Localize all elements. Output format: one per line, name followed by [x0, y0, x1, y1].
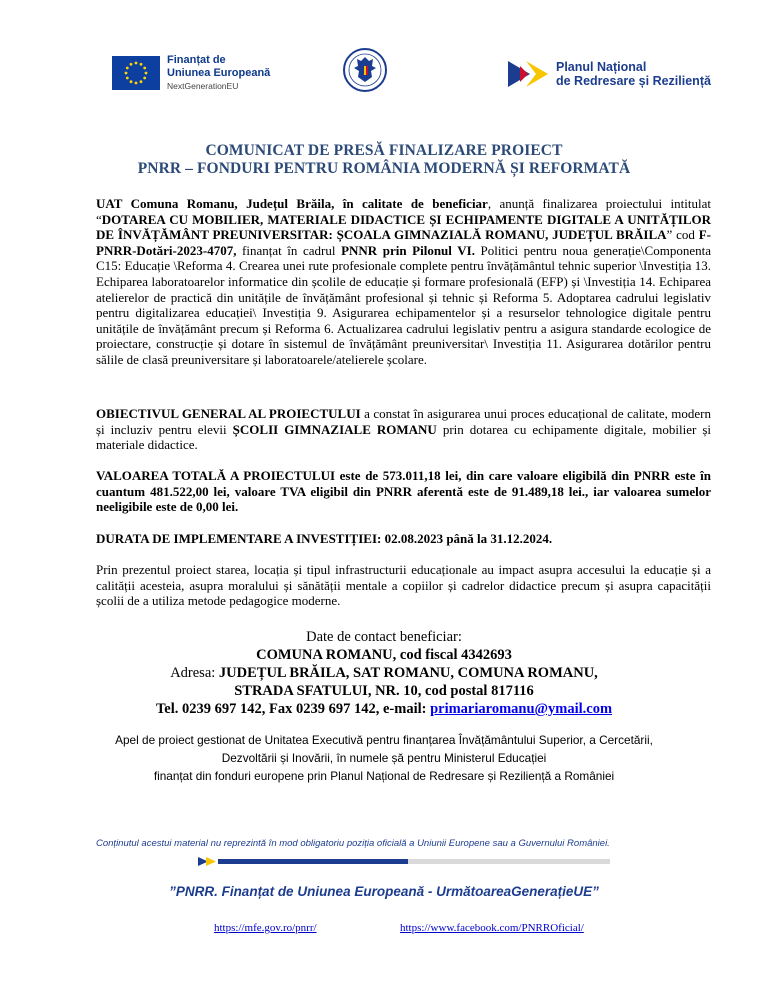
address-label: Adresa: — [170, 665, 219, 681]
address-text-1: JUDEȚUL BRĂILA, SAT ROMANU, COMUNA ROMANU, — [218, 665, 598, 681]
page-title-line2: PNRR – FONDURI PENTRU ROMÂNIA MODERNĂ ȘI REFORMATĂ — [137, 160, 631, 177]
project-code: F-PNRR-Dotări-2023-4707, — [96, 227, 711, 258]
pnrr-logo-line1: Planul Național — [556, 60, 647, 74]
footer-color-bar — [198, 857, 610, 866]
contact-name: COMUNA ROMANU, cod fiscal 4342693 — [256, 647, 512, 663]
pnrr-logo-line2: de Redresare și Reziliență — [556, 74, 711, 88]
contact-phone-line — [0, 700, 768, 718]
eu-logo-line3: NextGenerationEU — [167, 81, 239, 91]
call-text-line1: Apel de proiect gestionat de Unitatea Executivă pentru finanțarea Învățământului Superior, a Cercetării, — [115, 733, 653, 747]
beneficiary-text: UAT Comuna Romanu, Județul Brăila, în calitate de beneficiar — [96, 196, 488, 211]
objective-paragraph — [96, 406, 711, 453]
page-title-line1: COMUNICAT DE PRESĂ FINALIZARE PROIECT — [205, 142, 563, 159]
eu-flag-icon — [112, 56, 160, 90]
eu-funding-logo — [112, 50, 282, 98]
school-name: ȘCOLII GIMNAZIALE ROMANU — [232, 421, 437, 437]
mfe-link[interactable]: https://mfe.gov.ro/pnrr/ — [214, 922, 317, 934]
contact-address-line1 — [0, 664, 768, 682]
eu-stars-icon — [112, 56, 160, 90]
objective-label: OBIECTIVUL GENERAL AL PROIECTULUI — [96, 406, 361, 421]
project-title: DOTAREA CU MOBILIER, MATERIALE DIDACTICE ȘI ECHIPAMENTE DIGITALE A UNITĂȚILOR DE ÎNVĂȚĂMÂNT PREUNIVERSITAR: ȘCOALA GIMNAZIALĂ ROMANU, JUDEȚUL BRĂILA — [96, 211, 711, 243]
intro-text-1: , anunță finalizarea proiectului intitulat “ — [96, 196, 711, 227]
disclaimer-text: Conținutul acestui material nu reprezintă în mod obligatoriu poziția oficială a Uniunii Europene sau a Guvernului României. — [96, 838, 610, 849]
pnrr-arrow-icon — [508, 61, 552, 87]
project-value-paragraph: VALOAREA TOTALĂ A PROIECTULUI este de 573.011,18 lei, din care valoare eligibilă din PNRR este în cuantum 481.522,00 lei, valoare TVA eligibil din PNRR aferentă este de 91.489,18 lei., iar valoarea sumelor neeligibile este de 0,00 lei. — [96, 468, 711, 515]
pillar-text: PNNR prin Pilonul VI. — [341, 242, 475, 258]
call-text-line2: Dezvoltării și Inovării, în numele șă pentru Ministerul Educației — [221, 751, 547, 765]
eu-logo-line2: Uniunea Europeană — [167, 67, 271, 79]
objective-text-1: a constat în asigurarea unui proces educațional de calitate, modern și incluziv pentru elevii — [96, 406, 712, 437]
facebook-link[interactable]: https://www.facebook.com/PNRROficial/ — [400, 922, 584, 934]
contact-heading: Date de contact beneficiar: — [306, 629, 462, 645]
contact-phone: Tel. 0239 697 142, Fax 0239 697 142, e-mail: — [155, 701, 431, 717]
eu-logo-line1: Finanțat de — [167, 54, 226, 66]
pnrr-logo — [508, 57, 711, 93]
impact-paragraph: Prin prezentul proiect starea, locația și tipul infrastructurii educaționale au impact asupra accesului la educație și a calității acesteia, asupra moralului și sănătății mentale a copiilor și cadrelor didactice precum și asupra capacității școlii de a utiliza metode pedagogice moderne. — [96, 562, 711, 609]
intro-text-4: Politici pentru noua generație\Componenta C15: Educație \Reforma 4. Crearea unei rute profesionale complete pentru învățământul tehnic superior \Investiția 13. Echiparea laboratoarelor informatice din școlile de educație și formare profesională (EFP) și \Investiția 14. Echiparea atelierelor de practică din unitățile de învățământ profesional și tehnic și Reforma 5. Adoptarea cadrului legislativ pentru digitalizarea educației\ Investiția 9. Asigurarea echipamentelor și a resurselor tehnologice digitale pentru unitățile de învățământ precum și Reforma 6. Actualizarea cadrului legislativ pentru a asigura standarde ecologice de proiectare, construcție și dotare în sistemul de învățământ preuniversitar\ Investiția 11. Asigurarea dotărilor pentru sălile de clasă preuniversitare și laboratoarele/atelierele școlare. — [96, 242, 711, 367]
call-text-line3: finanțat din fonduri europene prin Planul Național de Redresare și Reziliență a României — [153, 769, 615, 783]
contact-address-line2: STRADA SFATULUI, NR. 10, cod postal 817116 — [234, 683, 534, 699]
intro-text-2: ” cod — [666, 227, 699, 243]
email-link[interactable]: primariaromanu@ymail.com — [430, 701, 613, 717]
romanian-government-seal-icon — [342, 44, 388, 96]
slogan-text: ”PNRR. Finanțat de Uniunea Europeană - UrmătoareaGenerațieUE” — [169, 884, 599, 899]
intro-text-3: finanțat în cadrul — [236, 242, 342, 258]
duration-paragraph: DURATA DE IMPLEMENTARE A INVESTIȚIEI: 02.08.2023 până la 31.12.2024. — [96, 531, 553, 546]
objective-text-2: prin dotarea cu echipamente digitale, mobilier și materiale didactice. — [96, 421, 711, 453]
intro-paragraph — [96, 196, 711, 368]
